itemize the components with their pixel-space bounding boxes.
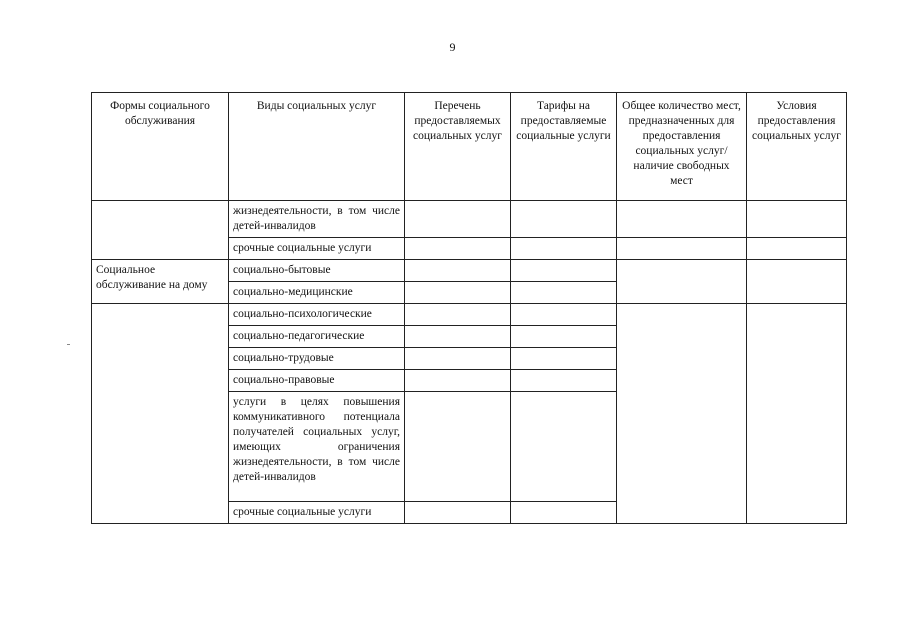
table-cell [405,348,511,370]
table-cell [617,201,747,238]
service-cell: социально-правовые [229,370,405,392]
service-cell: услуги в целях повышения коммуникативного потенциала получателей социальных услуг, имеющих ограничения жизнедеятельности, в том числе детей-инвалидов [229,392,405,502]
table-cell [405,201,511,238]
table-cell [511,326,617,348]
table-cell [92,304,229,524]
table-cell [405,238,511,260]
table-cell [405,502,511,524]
page-number: 9 [449,40,456,54]
service-cell: срочные социальные услуги [229,238,405,260]
table-cell [511,260,617,282]
table-cell [511,238,617,260]
service-cell: жизнедеятельности, в том числе детей-инвалидов [229,201,405,238]
table-cell [617,260,747,304]
header-forms: Формы социального обслуживания [92,93,229,201]
table-cell [747,304,847,524]
header-places: Общее количество мест, предназначенных для предоставления социальных услуг/наличие свободных мест [617,93,747,201]
header-tariffs: Тарифы на предоставляемые социальные услуги [511,93,617,201]
table-cell [405,392,511,502]
table-cell [92,201,229,260]
service-cell: срочные социальные услуги [229,502,405,524]
table-cell [511,392,617,502]
service-cell: социально-психологические [229,304,405,326]
table-cell [511,282,617,304]
service-cell: социально-педагогические [229,326,405,348]
table-header-row [92,93,847,201]
social-services-table [91,92,847,524]
service-cell: социально-трудовые [229,348,405,370]
table-cell [511,348,617,370]
header-types: Виды социальных услуг [229,93,405,201]
table-cell [747,238,847,260]
table-row [92,304,847,326]
table-cell [405,260,511,282]
header-list: Перечень предоставляемых социальных услуг [405,93,511,201]
table-cell [617,304,747,524]
header-conditions: Условия предоставления социальных услуг [747,93,847,201]
table-cell [405,282,511,304]
table-cell [511,304,617,326]
table-cell [405,304,511,326]
table-cell [405,326,511,348]
form-home-cell: Социальное обслуживание на дому [92,260,229,304]
scan-mark [67,344,70,345]
table-cell [747,201,847,238]
table-cell [511,370,617,392]
service-cell: социально-бытовые [229,260,405,282]
table-cell [747,260,847,304]
table-row [92,260,847,282]
table-cell [511,201,617,238]
table-cell [617,238,747,260]
table-cell [405,370,511,392]
service-cell: социально-медицинские [229,282,405,304]
table-cell [511,502,617,524]
table-row [92,201,847,238]
